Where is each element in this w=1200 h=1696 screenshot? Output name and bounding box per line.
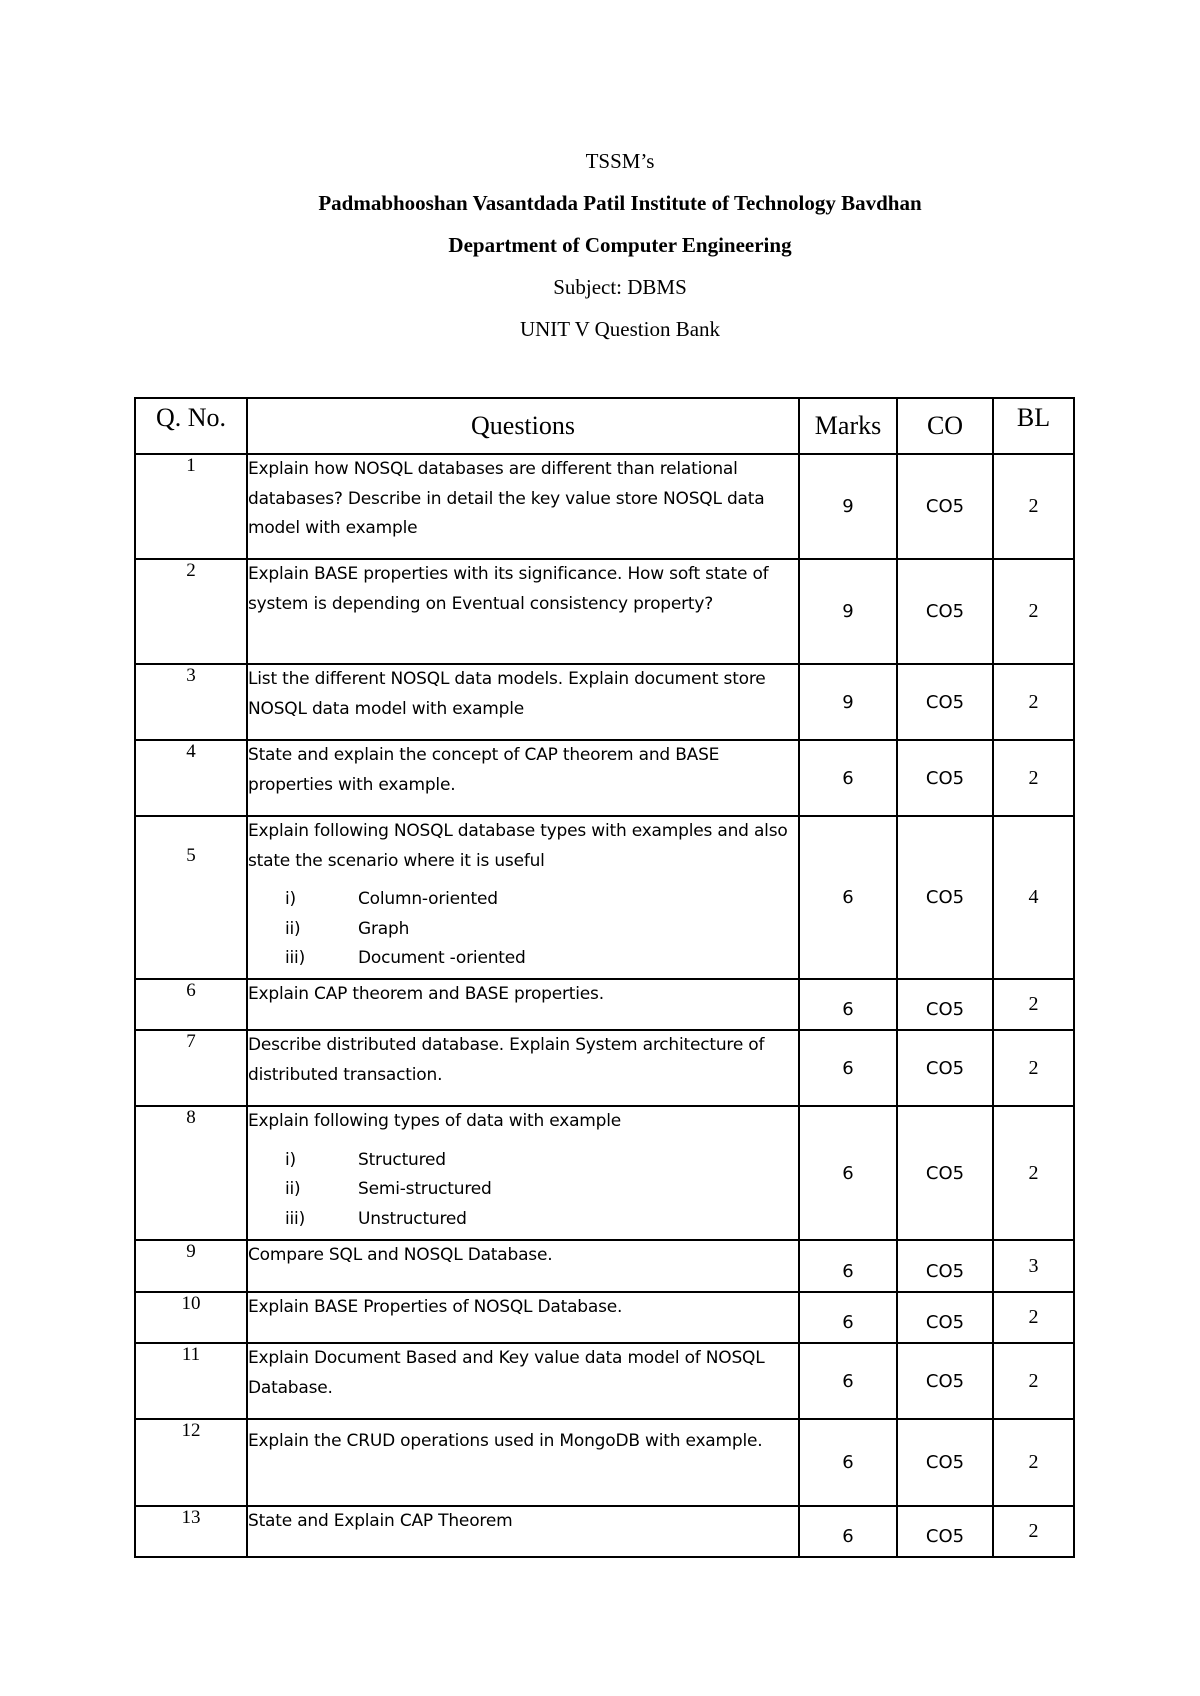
header-questions: Questions	[247, 398, 799, 454]
table-row	[135, 1106, 1074, 1240]
question-co: CO5	[897, 1506, 993, 1557]
question-text: Explain the CRUD operations used in MongoDB with example.	[247, 1419, 799, 1506]
department-name: Department of Computer Engineering	[448, 233, 792, 257]
question-marks: 6	[799, 816, 897, 979]
question-bl: 2	[993, 1506, 1074, 1557]
sublist-item-text: Document -oriented	[358, 948, 526, 968]
question-marks: 6	[799, 1506, 897, 1557]
question-text: Explain following NOSQL database types with examples and also state the scenario where it is useful	[248, 821, 788, 871]
question-co: CO5	[897, 1240, 993, 1292]
question-bl: 2	[993, 1343, 1074, 1419]
sublist-item	[248, 1175, 798, 1205]
question-bank-table	[134, 397, 1075, 1558]
sublist-item-number: i)	[285, 889, 296, 909]
subject-line: Subject: DBMS	[553, 275, 687, 299]
org-acronym: TSSM’s	[585, 149, 655, 173]
question-number: 5	[135, 816, 247, 979]
question-text: Compare SQL and NOSQL Database.	[247, 1240, 799, 1292]
question-bl: 2	[993, 1106, 1074, 1240]
table-row	[135, 979, 1074, 1030]
sublist-item	[248, 1146, 798, 1176]
question-sublist	[248, 885, 798, 974]
table-row	[135, 664, 1074, 740]
table-row	[135, 1419, 1074, 1506]
question-bl: 2	[993, 979, 1074, 1030]
sublist-item-text: Column-oriented	[358, 889, 498, 909]
question-co: CO5	[897, 1343, 993, 1419]
sublist-item	[248, 915, 798, 945]
question-marks: 9	[799, 559, 897, 664]
question-text: Explain Document Based and Key value data model of NOSQL Database.	[247, 1343, 799, 1419]
sublist-item-number: iii)	[285, 1208, 306, 1229]
sublist-item	[248, 1205, 798, 1235]
question-text-cell	[247, 1106, 799, 1240]
sublist-item-number: i)	[285, 1149, 296, 1170]
question-number: 11	[135, 1343, 247, 1419]
question-text-cell	[247, 816, 799, 979]
table-row	[135, 454, 1074, 559]
question-number: 13	[135, 1506, 247, 1557]
table-row	[135, 1292, 1074, 1343]
question-number: 3	[135, 664, 247, 740]
question-co: CO5	[897, 1292, 993, 1343]
institute-name: Padmabhooshan Vasantdada Patil Institute of Technology Bavdhan	[318, 191, 922, 215]
sublist-item	[248, 944, 798, 974]
table-row	[135, 816, 1074, 979]
table-row	[135, 1506, 1074, 1557]
header-qno: Q. No.	[135, 398, 247, 454]
question-number: 8	[135, 1106, 247, 1240]
question-marks: 6	[799, 1030, 897, 1106]
sublist-item-number: iii)	[285, 948, 306, 968]
sublist-item-number: ii)	[285, 1179, 301, 1199]
question-bl: 4	[993, 816, 1074, 979]
question-text: Explain BASE Properties of NOSQL Database.	[247, 1292, 799, 1343]
table-header-row	[135, 398, 1074, 454]
sublist-item-text: Structured	[358, 1149, 446, 1170]
question-text: Explain following types of data with example	[248, 1111, 622, 1131]
question-text: List the different NOSQL data models. Explain document store NOSQL data model with example	[247, 664, 799, 740]
question-marks: 6	[799, 1419, 897, 1506]
question-marks: 6	[799, 1240, 897, 1292]
question-bl: 2	[993, 1292, 1074, 1343]
question-co: CO5	[897, 1106, 993, 1240]
question-co: CO5	[897, 979, 993, 1030]
question-marks: 6	[799, 1343, 897, 1419]
question-marks: 6	[799, 979, 897, 1030]
question-marks: 6	[799, 740, 897, 816]
question-bl: 3	[993, 1240, 1074, 1292]
question-marks: 9	[799, 454, 897, 559]
question-number: 4	[135, 740, 247, 816]
question-bl: 2	[993, 454, 1074, 559]
sublist-item-text: Unstructured	[358, 1208, 467, 1229]
question-co: CO5	[897, 664, 993, 740]
question-bl: 2	[993, 559, 1074, 664]
table-row	[135, 559, 1074, 664]
question-marks: 6	[799, 1292, 897, 1343]
question-sublist	[248, 1146, 798, 1235]
table-row	[135, 740, 1074, 816]
question-bl: 2	[993, 740, 1074, 816]
table-row	[135, 1030, 1074, 1106]
question-text: Explain CAP theorem and BASE properties.	[247, 979, 799, 1030]
table-row	[135, 1343, 1074, 1419]
question-marks: 9	[799, 664, 897, 740]
question-co: CO5	[897, 1419, 993, 1506]
question-co: CO5	[897, 559, 993, 664]
question-number: 12	[135, 1419, 247, 1506]
question-number: 7	[135, 1030, 247, 1106]
sublist-item-number: ii)	[285, 918, 301, 939]
question-text: Describe distributed database. Explain System architecture of distributed transaction.	[247, 1030, 799, 1106]
question-text: State and Explain CAP Theorem	[247, 1506, 799, 1557]
sublist-item-text: Graph	[358, 918, 410, 939]
header-co: CO	[897, 398, 993, 454]
question-text: State and explain the concept of CAP theorem and BASE properties with example.	[247, 740, 799, 816]
question-number: 1	[135, 454, 247, 559]
table-row	[135, 1240, 1074, 1292]
question-bl: 2	[993, 1030, 1074, 1106]
sublist-item-text: Semi-structured	[358, 1179, 492, 1199]
question-number: 9	[135, 1240, 247, 1292]
question-co: CO5	[897, 740, 993, 816]
question-number: 2	[135, 559, 247, 664]
question-text: Explain BASE properties with its significance. How soft state of system is depending on Eventual consistency property?	[247, 559, 799, 664]
question-marks: 6	[799, 1106, 897, 1240]
question-bl: 2	[993, 1419, 1074, 1506]
document-header	[0, 140, 1200, 350]
question-text: Explain how NOSQL databases are different than relational databases? Describe in detail the key value store NOSQL data model with example	[247, 454, 799, 559]
question-co: CO5	[897, 454, 993, 559]
question-co: CO5	[897, 1030, 993, 1106]
question-number: 10	[135, 1292, 247, 1343]
sublist-item	[248, 885, 798, 915]
header-marks: Marks	[799, 398, 897, 454]
header-bl: BL	[993, 398, 1074, 454]
document-title: UNIT V Question Bank	[519, 317, 721, 341]
question-bl: 2	[993, 664, 1074, 740]
question-number: 6	[135, 979, 247, 1030]
question-co: CO5	[897, 816, 993, 979]
